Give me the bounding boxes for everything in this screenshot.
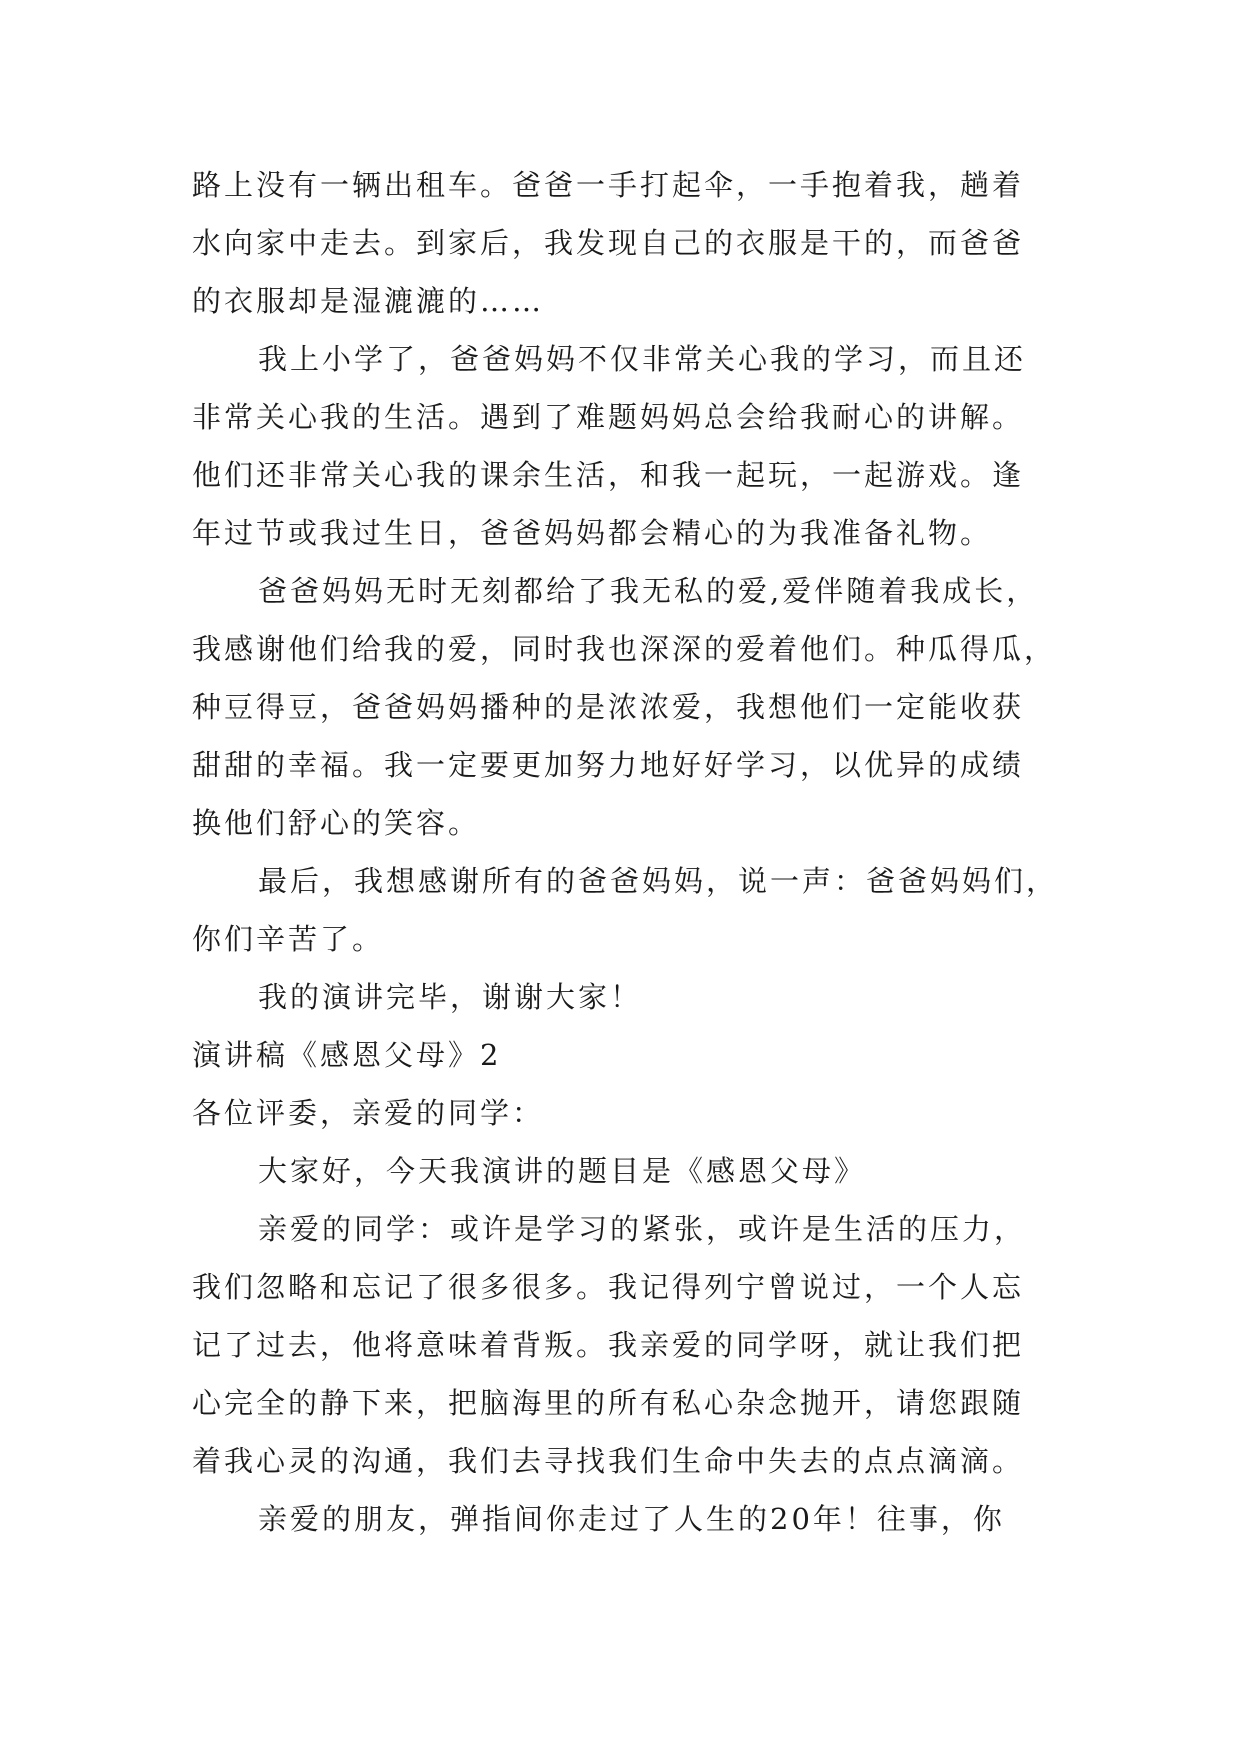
text-line: 亲爱的同学：或许是学习的紧张，或许是生活的压力，	[258, 1212, 1027, 1246]
text-line: 年过节或我过生日，爸爸妈妈都会精心的为我准备礼物。	[192, 516, 993, 550]
text-line: 大家好，今天我演讲的题目是《感恩父母》	[258, 1154, 867, 1188]
text-line: 水向家中走去。到家后，我发现自己的衣服是干的，而爸爸	[192, 226, 1025, 260]
text-line: 心完全的静下来，把脑海里的所有私心杂念抛开，请您跟随	[192, 1386, 1025, 1420]
paragraph-dear-friend	[192, 1490, 1072, 1548]
salutation: 各位评委，亲爱的同学：	[192, 1096, 545, 1130]
text-line: 爸爸妈妈无时无刻都给了我无私的爱,爱伴随着我成长，	[258, 574, 1039, 608]
paragraph-speech-end	[192, 968, 1072, 1026]
document-body	[192, 156, 1072, 1548]
text-line: 种豆得豆，爸爸妈妈播种的是浓浓爱，我想他们一定能收获	[192, 690, 1025, 724]
text-line: 路上没有一辆出租车。爸爸一手打起伞，一手抱着我，趟着	[192, 168, 1025, 202]
text-line: 最后，我想感谢所有的爸爸妈妈，说一声：爸爸妈妈们，	[258, 864, 1059, 898]
text-line: 换他们舒心的笑容。	[192, 806, 481, 840]
text-line: 我的演讲完毕，谢谢大家！	[258, 980, 643, 1014]
text-line: 你们辛苦了。	[192, 922, 385, 956]
paragraph-rain-walk-home	[192, 156, 1072, 330]
paragraph-primary-school	[192, 330, 1072, 562]
speech-title: 演讲稿《感恩父母》2	[192, 1038, 502, 1072]
paragraph-dear-classmates	[192, 1200, 1072, 1490]
text-line: 我们忽略和忘记了很多很多。我记得列宁曾说过，一个人忘	[192, 1270, 1025, 1304]
paragraph-selfless-love	[192, 562, 1072, 852]
text-line: 他们还非常关心我的课余生活，和我一起玩，一起游戏。逢	[192, 458, 1025, 492]
text-line: 亲爱的朋友，弹指间你走过了人生的20年！往事，你	[258, 1502, 1005, 1536]
paragraph-thanks-parents	[192, 852, 1072, 968]
text-line: 的衣服却是湿漉漉的……	[192, 284, 545, 318]
text-line: 非常关心我的生活。遇到了难题妈妈总会给我耐心的讲解。	[192, 400, 1025, 434]
paragraph-greeting	[192, 1142, 1072, 1200]
text-line: 我上小学了，爸爸妈妈不仅非常关心我的学习，而且还	[258, 342, 1027, 376]
text-line: 甜甜的幸福。我一定要更加努力地好好学习，以优异的成绩	[192, 748, 1025, 782]
text-line: 我感谢他们给我的爱，同时我也深深的爱着他们。种瓜得瓜，	[192, 632, 1057, 666]
text-line: 记了过去，他将意味着背叛。我亲爱的同学呀，就让我们把	[192, 1328, 1025, 1362]
text-line: 着我心灵的沟通，我们去寻找我们生命中失去的点点滴滴。	[192, 1444, 1025, 1478]
